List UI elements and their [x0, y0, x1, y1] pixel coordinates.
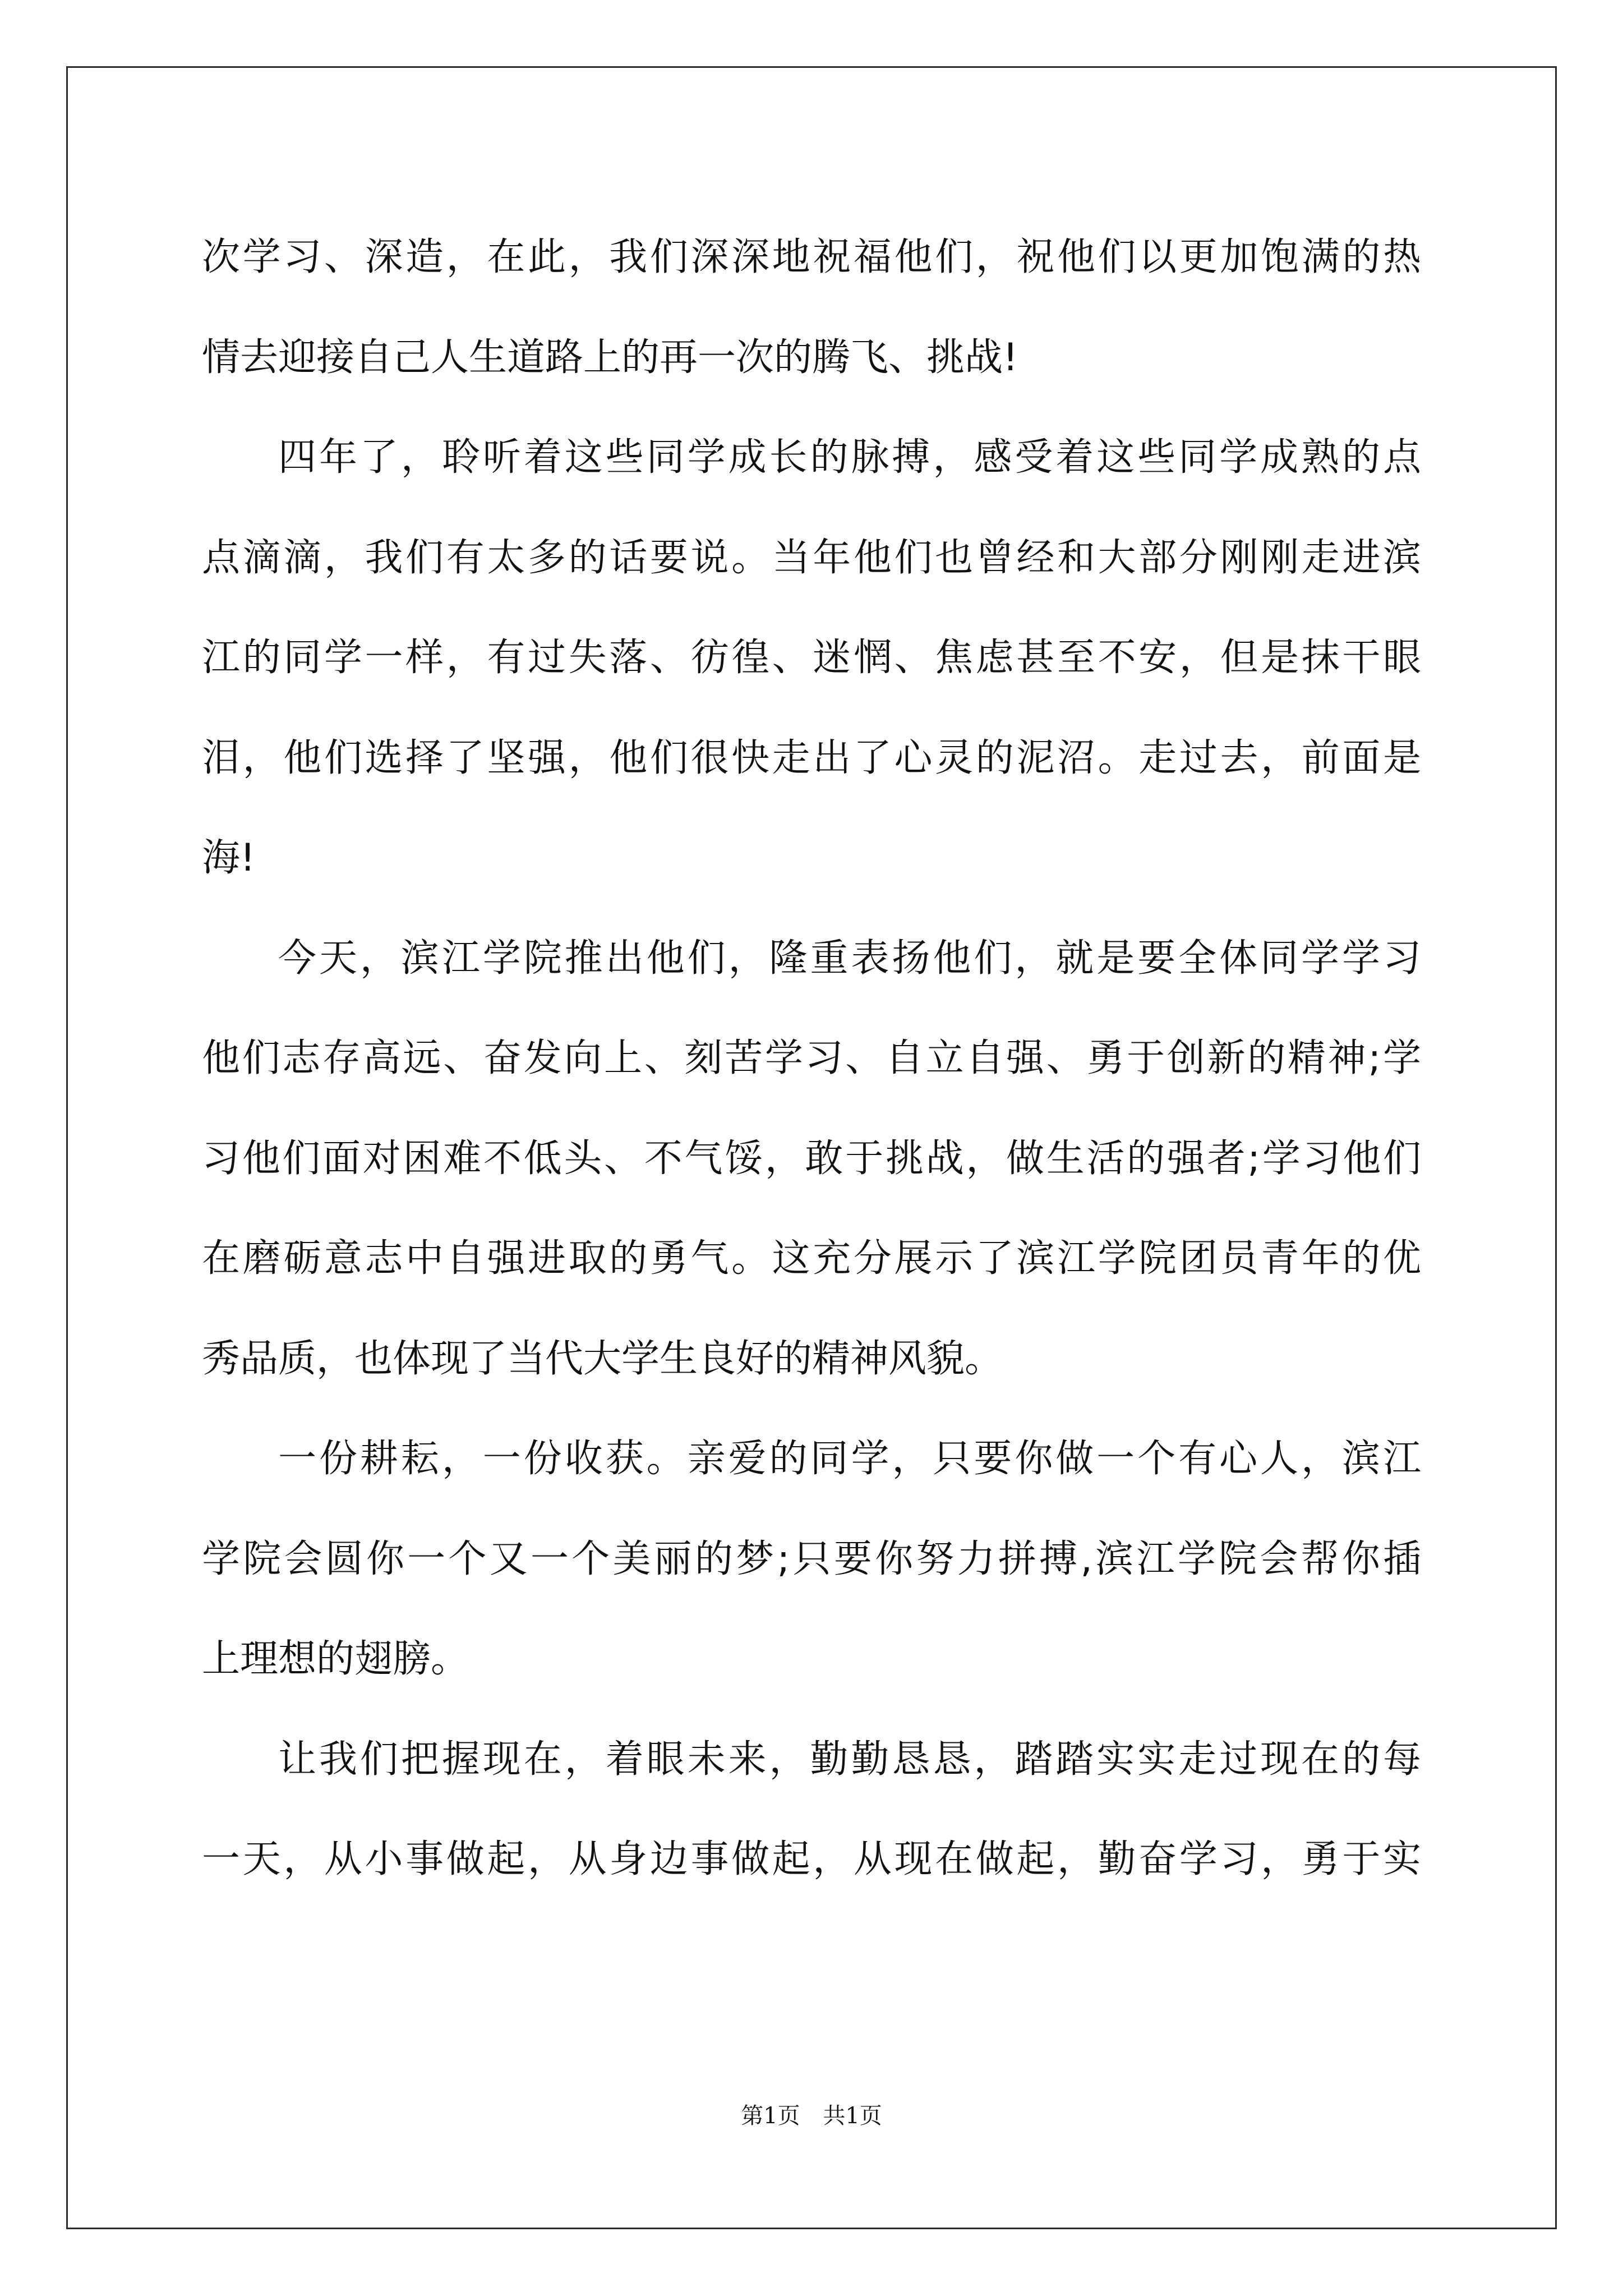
text-line-6: 泪，他们选择了坚强，他们很快走出了心灵的泥沼。走过去，前面是 — [202, 735, 1421, 780]
text-line-12: 秀品质，也体现了当代大学生良好的精神风貌。 — [202, 1336, 1003, 1381]
text-line-8: 今天，滨江学院推出他们，隆重表扬他们，就是要全体同学学习 — [278, 936, 1421, 981]
text-line-13: 一份耕耘，一份收获。亲爱的同学，只要你做一个有心人，滨江 — [278, 1437, 1421, 1481]
page-number-current: 第1页 — [741, 2103, 800, 2129]
page-number-total: 共1页 — [823, 2103, 882, 2129]
text-line-10: 习他们面对困难不低头、不气馁，敢于挑战，做生活的强者;学习他们 — [202, 1136, 1421, 1181]
document-body — [202, 208, 1421, 1910]
text-line-9: 他们志存高远、奋发向上、刻苦学习、自立自强、勇于创新的精神;学 — [202, 1036, 1421, 1080]
text-line-17: 一天，从小事做起，从身边事做起，从现在做起，勤奋学习，勇于实 — [202, 1837, 1421, 1881]
text-line-5: 江的同学一样，有过失落、彷徨、迷惘、焦虑甚至不安，但是抹干眼 — [202, 636, 1421, 680]
text-line-15: 上理想的翅膀。 — [202, 1637, 469, 1681]
text-line-2: 情去迎接自己人生道路上的再一次的腾飞、挑战! — [202, 335, 1018, 380]
text-line-7: 海! — [202, 836, 256, 880]
text-line-11: 在磨砺意志中自强进取的勇气。这充分展示了滨江学院团员青年的优 — [202, 1236, 1421, 1281]
text-line-16: 让我们把握现在，着眼未来，勤勤恳恳，踏踏实实走过现在的每 — [278, 1737, 1421, 1782]
text-line-4: 点滴滴，我们有太多的话要说。当年他们也曾经和大部分刚刚走进滨 — [202, 535, 1421, 580]
text-line-1: 次学习、深造，在此，我们深深地祝福他们，祝他们以更加饱满的热 — [202, 235, 1421, 279]
text-line-14: 学院会圆你一个又一个美丽的梦;只要你努力拼搏,滨江学院会帮你插 — [202, 1536, 1421, 1581]
page-footer — [0, 2098, 1623, 2130]
text-line-3: 四年了，聆听着这些同学成长的脉搏，感受着这些同学成熟的点 — [278, 435, 1421, 480]
